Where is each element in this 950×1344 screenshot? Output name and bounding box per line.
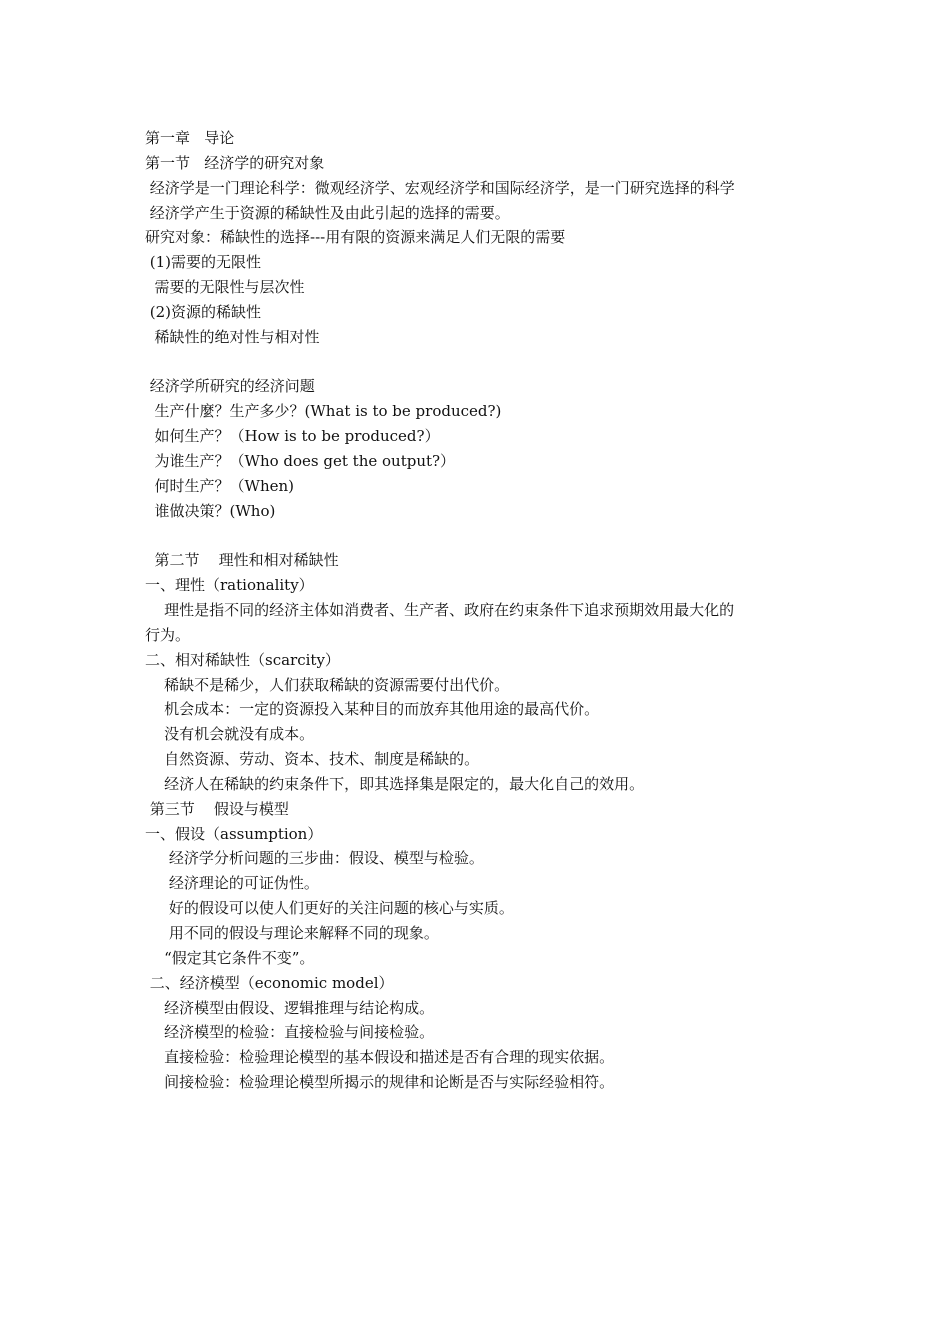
document-body (145, 126, 845, 1095)
list-item: 谁做决策？(Who) (145, 501, 276, 520)
paragraph-line: 经济学分析问题的三步曲：假设、模型与检验。 (145, 849, 484, 868)
paragraph-line: 用不同的假设与理论来解释不同的现象。 (145, 924, 439, 942)
blank-line (145, 524, 845, 549)
list-item: 生产什麼？生产多少？(What is to be produced?) (145, 402, 502, 421)
paragraph-line: 自然资源、劳动、资本、技术、制度是稀缺的。 (145, 750, 480, 769)
paragraph-line: 经济模型的检验：直接检验与间接检验。 (145, 1023, 435, 1042)
subsection-title: 一、理性（rationality） (145, 576, 314, 595)
paragraph-line: 稀缺不是稀少，人们获取稀缺的资源需要付出代价。 (145, 675, 510, 694)
paragraph-line: 经济学产生于资源的稀缺性及由此引起的选择的需要。 (145, 203, 510, 222)
paragraph-line: “假定其它条件不变”。 (145, 948, 315, 967)
paragraph-line: 经济学是一门理论科学：微观经济学、宏观经济学和国际经济学，是一门研究选择的科学 (145, 178, 735, 197)
paragraph-line: 直接检验：检验理论模型的基本假设和描述是否有合理的现实依据。 (145, 1048, 615, 1067)
section-title: 第二节 理性和相对稀缺性 (145, 551, 339, 570)
list-item: 需要的无限性与层次性 (145, 278, 305, 297)
list-item: 稀缺性的绝对性与相对性 (145, 327, 320, 346)
chapter-title: 第一章 导论 (145, 129, 235, 147)
paragraph-line: 经济学所研究的经济问题 (145, 377, 315, 396)
list-item: (2)资源的稀缺性 (145, 302, 262, 321)
list-item: 如何生产？（How is to be produced?） (145, 427, 440, 446)
section-title: 第三节 假设与模型 (145, 799, 289, 818)
section-title: 第一节 经济学的研究对象 (145, 153, 325, 172)
paragraph-line: 经济理论的可证伪性。 (145, 874, 319, 893)
subsection-title: 二、经济模型（economic model） (145, 973, 394, 992)
paragraph-line: 经济模型由假设、逻辑推理与结论构成。 (145, 998, 435, 1017)
list-item: (1)需要的无限性 (145, 253, 262, 272)
paragraph-line: 机会成本：一定的资源投入某种目的而放弃其他用途的最高代价。 (145, 700, 600, 719)
paragraph-line: 理性是指不同的经济主体如消费者、生产者、政府在约束条件下追求预期效用最大化的 (145, 601, 735, 620)
paragraph-line: 经济人在稀缺的约束条件下，即其选择集是限定的，最大化自己的效用。 (145, 774, 645, 793)
paragraph-line: 没有机会就没有成本。 (145, 725, 315, 744)
paragraph-line: 好的假设可以使人们更好的关注问题的核心与实质。 (145, 899, 514, 918)
subsection-title: 二、相对稀缺性（scarcity） (145, 650, 340, 669)
blank-line (145, 350, 845, 375)
paragraph-line: 间接检验：检验理论模型所揭示的规律和论断是否与实际经验相符。 (145, 1073, 615, 1092)
list-item: 为谁生产？（Who does get the output?） (145, 451, 456, 470)
paragraph-line: 研究对象：稀缺性的选择---用有限的资源来满足人们无限的需要 (145, 228, 566, 247)
paragraph-line: 行为。 (145, 625, 191, 644)
list-item: 何时生产？（When) (145, 476, 295, 495)
subsection-title: 一、假设（assumption） (145, 824, 323, 843)
